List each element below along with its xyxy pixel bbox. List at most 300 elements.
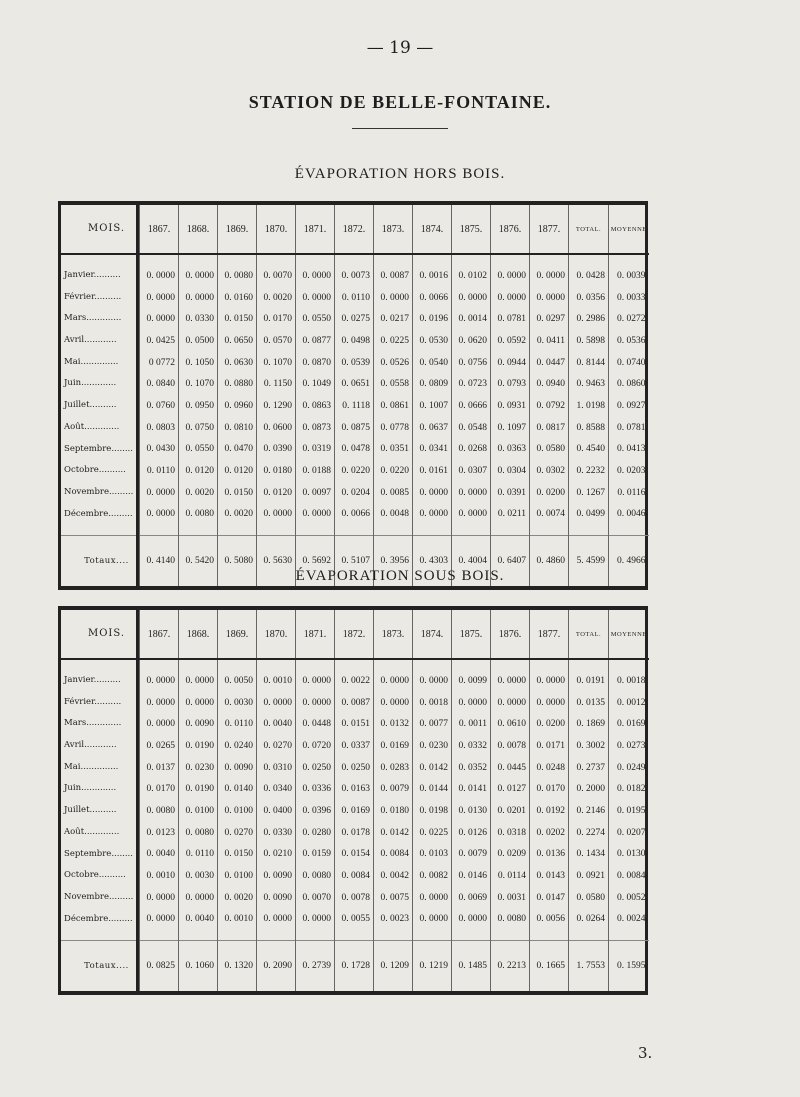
- total-cell: 0. 4140: [140, 536, 179, 587]
- month-label: Novembre.........: [64, 486, 134, 497]
- value-cell: 0. 0074: [530, 504, 569, 526]
- value-cell: 0. 0130: [452, 800, 491, 822]
- month-label: Décembre.........: [64, 913, 133, 924]
- column-header: 1875.: [452, 610, 491, 659]
- value-cell: 0. 0000: [140, 887, 179, 909]
- month-label: Décembre.........: [64, 508, 133, 519]
- total-cell: 0. 1485: [452, 941, 491, 992]
- value-cell: 0. 0163: [335, 778, 374, 800]
- value-cell: 0. 0171: [530, 735, 569, 757]
- table-sous-bois: [136, 606, 648, 995]
- value-cell: 0. 8588: [569, 417, 609, 439]
- table-row: [140, 439, 649, 461]
- value-cell: 0. 0080: [179, 504, 218, 526]
- month-label: Juillet..........: [64, 400, 117, 411]
- value-cell: 0. 0141: [452, 778, 491, 800]
- total-cell: 0. 5420: [179, 536, 218, 587]
- total-cell: 0. 2739: [296, 941, 335, 992]
- column-header: 1868.: [179, 610, 218, 659]
- value-cell: 0. 0052: [609, 887, 649, 909]
- spacer-cell: [609, 930, 649, 941]
- spacer-cell: [257, 254, 296, 265]
- value-cell: 0. 0090: [257, 887, 296, 909]
- page-number: — 19 —: [366, 38, 434, 58]
- value-cell: 0. 0102: [452, 265, 491, 287]
- column-header: 1876.: [491, 205, 530, 254]
- total-cell: 0. 2090: [257, 941, 296, 992]
- value-cell: 0. 0010: [140, 865, 179, 887]
- column-header: 1875.: [452, 205, 491, 254]
- value-cell: 0. 0000: [296, 692, 335, 714]
- value-cell: 0. 0880: [218, 373, 257, 395]
- value-cell: 0. 0000: [140, 670, 179, 692]
- value-cell: 0. 0445: [491, 757, 530, 779]
- value-cell: 0. 0740: [609, 352, 649, 374]
- value-cell: 0. 1290: [257, 395, 296, 417]
- value-cell: 0. 2146: [569, 800, 609, 822]
- column-header: 1872.: [335, 205, 374, 254]
- value-cell: 0. 0023: [374, 909, 413, 931]
- totals-label: Totaux....: [61, 940, 152, 991]
- spacer-cell: [179, 659, 218, 670]
- value-cell: 0. 0428: [569, 265, 609, 287]
- total-cell: 0. 1665: [530, 941, 569, 992]
- month-label: Juin.............: [64, 378, 117, 389]
- column-header: TOTAL.: [569, 610, 609, 659]
- spacer-cell: [296, 930, 335, 941]
- value-cell: 0. 0430: [140, 439, 179, 461]
- value-cell: 0. 0169: [335, 800, 374, 822]
- value-cell: 0. 2986: [569, 308, 609, 330]
- value-cell: 0. 9463: [569, 373, 609, 395]
- column-header: 1873.: [374, 205, 413, 254]
- value-cell: 0. 2737: [569, 757, 609, 779]
- spacer-cell: [140, 525, 179, 536]
- value-cell: 0. 0921: [569, 865, 609, 887]
- value-cell: 0. 0536: [609, 330, 649, 352]
- value-cell: 0. 0198: [413, 800, 452, 822]
- column-header: 1871.: [296, 205, 335, 254]
- value-cell: 0. 0332: [452, 735, 491, 757]
- value-cell: 0. 1267: [569, 482, 609, 504]
- table-row: [140, 265, 649, 287]
- spacer-row: [140, 525, 649, 536]
- column-header: 1868.: [179, 205, 218, 254]
- month-label: Mai..............: [64, 356, 119, 367]
- value-cell: 0. 0040: [257, 713, 296, 735]
- total-cell: 0. 2213: [491, 941, 530, 992]
- value-cell: 0. 0031: [491, 887, 530, 909]
- value-cell: 0. 1070: [179, 373, 218, 395]
- value-cell: 0. 0084: [335, 865, 374, 887]
- spacer-cell: [335, 930, 374, 941]
- main-title: STATION DE BELLE-FONTAINE.: [248, 92, 552, 112]
- month-label: Juin.............: [64, 783, 117, 794]
- month-label: Octobre..........: [64, 465, 126, 476]
- value-cell: 0. 0137: [140, 757, 179, 779]
- table-row: [140, 373, 649, 395]
- value-cell: 0. 0170: [257, 308, 296, 330]
- value-cell: 0. 0022: [335, 670, 374, 692]
- value-cell: 0. 0390: [257, 439, 296, 461]
- value-cell: 0. 0000: [140, 504, 179, 526]
- value-cell: 0. 0201: [491, 800, 530, 822]
- column-header: MOYENNE: [609, 205, 649, 254]
- value-cell: 0. 1869: [569, 713, 609, 735]
- value-cell: 0. 0000: [413, 482, 452, 504]
- value-cell: 0. 0182: [609, 778, 649, 800]
- spacer-cell: [491, 254, 530, 265]
- value-cell: 0. 0877: [296, 330, 335, 352]
- spacer-cell: [452, 254, 491, 265]
- value-cell: 0. 0161: [413, 460, 452, 482]
- month-header: MOIS.: [61, 205, 152, 255]
- spacer-cell: [530, 254, 569, 265]
- spacer-cell: [609, 525, 649, 536]
- value-cell: 0. 0470: [218, 439, 257, 461]
- spacer-cell: [218, 659, 257, 670]
- value-cell: 0. 0500: [179, 330, 218, 352]
- spacer-cell: [413, 930, 452, 941]
- value-cell: 0. 0861: [374, 395, 413, 417]
- table-row: [140, 330, 649, 352]
- total-cell: 5. 4599: [569, 536, 609, 587]
- value-cell: 0. 0150: [218, 308, 257, 330]
- value-cell: 0. 0142: [374, 822, 413, 844]
- value-cell: 0. 0356: [569, 287, 609, 309]
- value-cell: 0. 0000: [257, 504, 296, 526]
- value-cell: 0. 0080: [140, 800, 179, 822]
- column-header: 1872.: [335, 610, 374, 659]
- value-cell: 0. 0000: [140, 308, 179, 330]
- table-row: [140, 909, 649, 931]
- value-cell: 0. 0478: [335, 439, 374, 461]
- value-cell: 0. 0190: [179, 778, 218, 800]
- spacer-cell: [609, 254, 649, 265]
- table-hors-bois: [136, 201, 648, 590]
- spacer-cell: [296, 254, 335, 265]
- value-cell: 0. 0192: [530, 800, 569, 822]
- value-cell: 0. 0082: [413, 865, 452, 887]
- value-cell: 0. 0425: [140, 330, 179, 352]
- value-cell: 0. 0272: [609, 308, 649, 330]
- value-cell: 0. 0792: [530, 395, 569, 417]
- value-cell: 0. 0097: [296, 482, 335, 504]
- column-header: 1877.: [530, 205, 569, 254]
- value-cell: 0. 0666: [452, 395, 491, 417]
- value-cell: 0. 0275: [335, 308, 374, 330]
- header-row: [140, 205, 649, 254]
- value-cell: 0. 0024: [609, 909, 649, 931]
- month-label: Mai..............: [64, 761, 119, 772]
- value-cell: 0. 0000: [140, 265, 179, 287]
- value-cell: 0. 0230: [179, 757, 218, 779]
- value-cell: 0. 0020: [179, 482, 218, 504]
- value-cell: 0. 0203: [609, 460, 649, 482]
- value-cell: 0. 0340: [257, 778, 296, 800]
- column-header: 1873.: [374, 610, 413, 659]
- month-label: Janvier..........: [64, 675, 121, 685]
- value-cell: 0. 0760: [140, 395, 179, 417]
- value-cell: 0. 0396: [296, 800, 335, 822]
- value-cell: 0. 0220: [374, 460, 413, 482]
- value-cell: 0. 0191: [569, 670, 609, 692]
- value-cell: 0. 0000: [413, 504, 452, 526]
- value-cell: 0. 0793: [491, 373, 530, 395]
- value-cell: 0. 0202: [530, 822, 569, 844]
- value-cell: 0. 0264: [569, 909, 609, 931]
- value-cell: 0. 0873: [296, 417, 335, 439]
- table-row: [140, 482, 649, 504]
- total-cell: 1. 7553: [569, 941, 609, 992]
- table-row: [140, 287, 649, 309]
- value-cell: 0. 1434: [569, 844, 609, 866]
- total-cell: 0. 1595: [609, 941, 649, 992]
- value-cell: 0. 0875: [335, 417, 374, 439]
- value-cell: 0. 0020: [218, 504, 257, 526]
- value-cell: 0. 0116: [609, 482, 649, 504]
- data-table: [139, 610, 649, 991]
- value-cell: 0. 0318: [491, 822, 530, 844]
- value-cell: 0. 0073: [335, 265, 374, 287]
- spacer-cell: [140, 254, 179, 265]
- section-title-hors-bois: ÉVAPORATION HORS BOIS.: [294, 166, 506, 182]
- value-cell: 0. 0448: [296, 713, 335, 735]
- value-cell: 0. 0310: [257, 757, 296, 779]
- value-cell: 0. 0050: [218, 670, 257, 692]
- value-cell: 0. 0778: [374, 417, 413, 439]
- column-header: 1877.: [530, 610, 569, 659]
- month-label: Août.............: [64, 826, 120, 837]
- value-cell: 0. 0069: [452, 887, 491, 909]
- column-header: 1867.: [140, 610, 179, 659]
- value-cell: 0. 0120: [257, 482, 296, 504]
- value-cell: 0. 0040: [140, 844, 179, 866]
- spacer-cell: [179, 525, 218, 536]
- spacer-cell: [452, 525, 491, 536]
- value-cell: 0. 0110: [179, 844, 218, 866]
- value-cell: 0. 0319: [296, 439, 335, 461]
- spacer-cell: [530, 930, 569, 941]
- value-cell: 0. 0000: [179, 287, 218, 309]
- spacer-cell: [257, 659, 296, 670]
- value-cell: 0. 0046: [609, 504, 649, 526]
- value-cell: 0. 0090: [218, 757, 257, 779]
- value-cell: 0. 0000: [296, 265, 335, 287]
- value-cell: 0. 0150: [218, 482, 257, 504]
- spacer-cell: [179, 254, 218, 265]
- value-cell: 0. 0304: [491, 460, 530, 482]
- value-cell: 0. 0217: [374, 308, 413, 330]
- value-cell: 0. 0000: [452, 287, 491, 309]
- value-cell: 0. 0018: [413, 692, 452, 714]
- value-cell: 0. 0330: [179, 308, 218, 330]
- value-cell: 0. 0240: [218, 735, 257, 757]
- value-cell: 0. 0817: [530, 417, 569, 439]
- value-cell: 0. 0781: [491, 308, 530, 330]
- value-cell: 0. 0090: [179, 713, 218, 735]
- value-cell: 0. 0000: [491, 670, 530, 692]
- value-cell: 0. 0723: [452, 373, 491, 395]
- total-cell: 0. 4004: [452, 536, 491, 587]
- value-cell: 0. 0016: [413, 265, 452, 287]
- value-cell: 0. 0169: [374, 735, 413, 757]
- value-cell: 0. 0169: [609, 713, 649, 735]
- value-cell: 0. 0010: [218, 909, 257, 931]
- table-row: [140, 757, 649, 779]
- value-cell: 0. 0079: [374, 778, 413, 800]
- value-cell: 0. 0302: [530, 460, 569, 482]
- value-cell: 0. 0144: [413, 778, 452, 800]
- value-cell: 0. 0099: [452, 670, 491, 692]
- spacer-cell: [335, 659, 374, 670]
- value-cell: 0. 0142: [413, 757, 452, 779]
- value-cell: 0. 0123: [140, 822, 179, 844]
- value-cell: 0. 0720: [296, 735, 335, 757]
- value-cell: 0. 0150: [218, 844, 257, 866]
- table-row: [140, 865, 649, 887]
- value-cell: 0 0772: [140, 352, 179, 374]
- value-cell: 0. 0803: [140, 417, 179, 439]
- total-cell: 0. 1209: [374, 941, 413, 992]
- spacer-cell: [140, 659, 179, 670]
- total-cell: 0. 4966: [609, 536, 649, 587]
- value-cell: 0. 0055: [335, 909, 374, 931]
- spacer-cell: [179, 930, 218, 941]
- value-cell: 0. 0100: [218, 800, 257, 822]
- value-cell: 1. 0198: [569, 395, 609, 417]
- value-cell: 0. 0280: [296, 822, 335, 844]
- month-label: Septembre........: [64, 443, 133, 454]
- value-cell: 0. 0000: [530, 287, 569, 309]
- value-cell: 0. 0249: [609, 757, 649, 779]
- value-cell: 0. 0154: [335, 844, 374, 866]
- value-cell: 0. 0190: [179, 735, 218, 757]
- value-cell: 0. 0000: [452, 482, 491, 504]
- value-cell: 0. 0180: [374, 800, 413, 822]
- spacer-cell: [218, 525, 257, 536]
- column-header: 1874.: [413, 205, 452, 254]
- spacer-cell: [413, 254, 452, 265]
- value-cell: 0. 1050: [179, 352, 218, 374]
- value-cell: 0. 0000: [179, 670, 218, 692]
- spacer-cell: [413, 525, 452, 536]
- value-cell: 0. 0130: [609, 844, 649, 866]
- value-cell: 0. 2000: [569, 778, 609, 800]
- value-cell: 0. 0000: [452, 909, 491, 931]
- value-cell: 0. 0870: [296, 352, 335, 374]
- total-cell: 0. 1320: [218, 941, 257, 992]
- spacer-cell: [218, 254, 257, 265]
- table-row: [140, 844, 649, 866]
- value-cell: 0. 0084: [374, 844, 413, 866]
- value-cell: 0. 0188: [296, 460, 335, 482]
- value-cell: 0. 0018: [609, 670, 649, 692]
- value-cell: 0. 0159: [296, 844, 335, 866]
- value-cell: 0. 0000: [257, 909, 296, 931]
- value-cell: 0. 0087: [335, 692, 374, 714]
- table-row: [140, 778, 649, 800]
- value-cell: 0. 0146: [452, 865, 491, 887]
- value-cell: 0. 0080: [491, 909, 530, 931]
- table-row: [140, 308, 649, 330]
- column-header: 1869.: [218, 610, 257, 659]
- spacer-cell: [491, 525, 530, 536]
- value-cell: 0. 0960: [218, 395, 257, 417]
- value-cell: 0. 0120: [218, 460, 257, 482]
- spacer-cell: [257, 930, 296, 941]
- value-cell: 0. 0336: [296, 778, 335, 800]
- value-cell: 0. 0126: [452, 822, 491, 844]
- spacer-cell: [374, 525, 413, 536]
- spacer-cell: [374, 254, 413, 265]
- value-cell: 0. 0250: [296, 757, 335, 779]
- value-cell: 0. 0178: [335, 822, 374, 844]
- value-cell: 0. 0075: [374, 887, 413, 909]
- value-cell: 0. 0132: [374, 713, 413, 735]
- value-cell: 0. 0042: [374, 865, 413, 887]
- value-cell: 0. 2232: [569, 460, 609, 482]
- value-cell: 0. 0273: [609, 735, 649, 757]
- value-cell: 0. 0080: [218, 265, 257, 287]
- value-cell: 0. 0000: [530, 692, 569, 714]
- column-header: TOTAL.: [569, 205, 609, 254]
- value-cell: 0. 0000: [140, 909, 179, 931]
- value-cell: 0. 0225: [413, 822, 452, 844]
- total-cell: 0. 4303: [413, 536, 452, 587]
- value-cell: 0. 0756: [452, 352, 491, 374]
- value-cell: 0. 0000: [374, 692, 413, 714]
- spacer-cell: [569, 525, 609, 536]
- value-cell: 0. 1150: [257, 373, 296, 395]
- value-cell: 0. 3002: [569, 735, 609, 757]
- value-cell: 0. 0210: [257, 844, 296, 866]
- value-cell: 0. 0283: [374, 757, 413, 779]
- value-cell: 0. 0391: [491, 482, 530, 504]
- month-label: Avril............: [64, 335, 117, 346]
- value-cell: 0. 0220: [335, 460, 374, 482]
- value-cell: 0. 0000: [452, 504, 491, 526]
- value-cell: 0. 0030: [218, 692, 257, 714]
- value-cell: 0. 0307: [452, 460, 491, 482]
- month-label: Janvier..........: [64, 270, 121, 280]
- table-row: [140, 713, 649, 735]
- month-label: Mars.............: [64, 718, 122, 729]
- total-cell: 0. 0825: [140, 941, 179, 992]
- value-cell: 0. 0170: [140, 778, 179, 800]
- value-cell: 0. 0039: [609, 265, 649, 287]
- value-cell: 0. 0195: [609, 800, 649, 822]
- value-cell: 0. 0447: [530, 352, 569, 374]
- value-cell: 0. 0079: [452, 844, 491, 866]
- value-cell: 0. 0000: [413, 909, 452, 931]
- value-cell: 0. 0250: [335, 757, 374, 779]
- month-header: MOIS.: [61, 610, 152, 660]
- value-cell: 0. 0000: [140, 713, 179, 735]
- value-cell: 0. 0000: [179, 887, 218, 909]
- value-cell: 0. 0000: [413, 670, 452, 692]
- value-cell: 0. 0085: [374, 482, 413, 504]
- spacer-cell: [335, 525, 374, 536]
- value-cell: 0. 0580: [569, 887, 609, 909]
- value-cell: 0. 2274: [569, 822, 609, 844]
- value-cell: 0. 0151: [335, 713, 374, 735]
- data-table: [139, 205, 649, 586]
- column-header: 1870.: [257, 610, 296, 659]
- value-cell: 0. 0498: [335, 330, 374, 352]
- value-cell: 0. 1049: [296, 373, 335, 395]
- value-cell: 0. 0087: [374, 265, 413, 287]
